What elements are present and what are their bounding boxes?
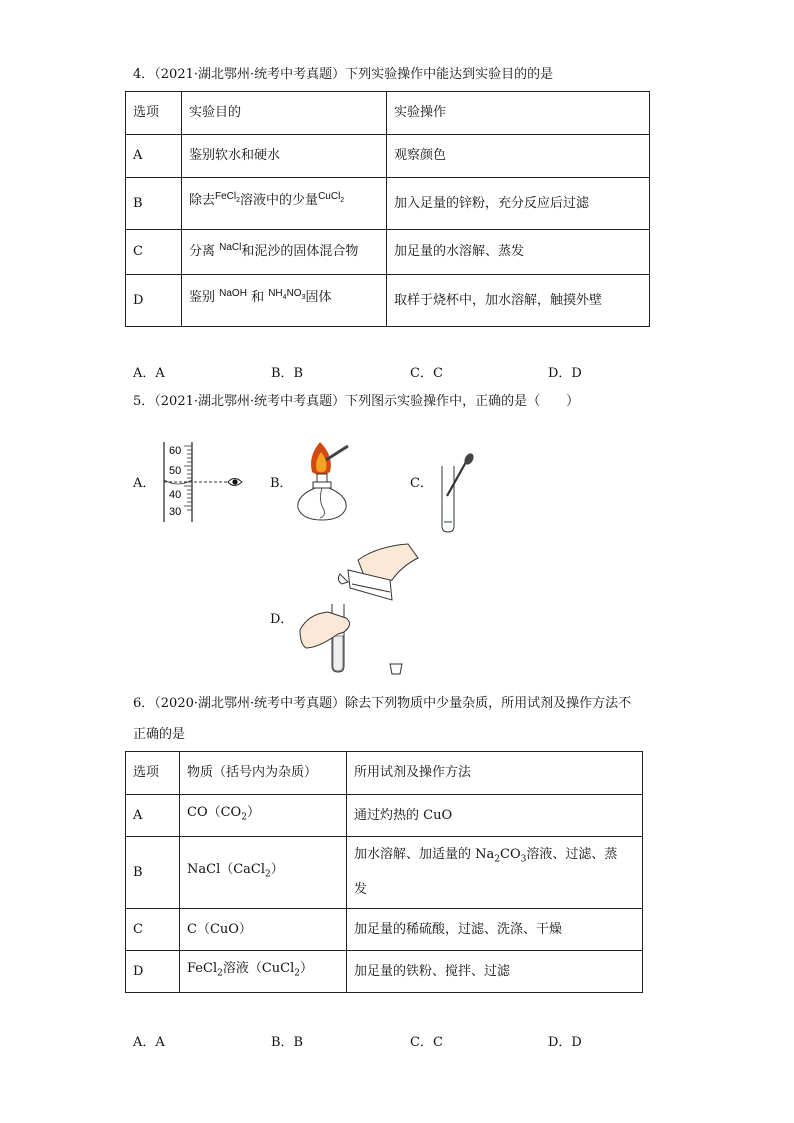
- option-a-label[interactable]: A．: [133, 476, 156, 491]
- header-option: 选项: [126, 752, 180, 795]
- option-b-label[interactable]: B．: [270, 476, 293, 491]
- cylinder-mark: 40: [169, 489, 182, 501]
- dropper-test-tube-figure: [432, 456, 477, 536]
- row-option: A: [126, 135, 182, 178]
- table-row: [126, 909, 643, 951]
- q6-stem-line2: 正确的是: [133, 727, 186, 742]
- material-text: ）: [270, 862, 284, 878]
- answer-option-a[interactable]: A．A: [133, 366, 165, 381]
- formula-text: NO: [286, 288, 302, 299]
- formula-subscript: 2: [241, 812, 247, 823]
- cylinder-mark: 30: [169, 506, 182, 518]
- formula-text: NH: [268, 288, 283, 299]
- row-goal: [182, 275, 387, 327]
- formula-text: CuCl: [318, 191, 341, 202]
- row-goal: [182, 230, 387, 275]
- table-row: [126, 135, 650, 178]
- formula-subscript: 4: [282, 294, 287, 301]
- table-row: [126, 230, 650, 275]
- q5-stem: 5．（2021·湖北鄂州·统考中考真题）下列图示实验操作中，正确的是（ ）: [133, 394, 580, 409]
- formula-subscript: 3: [301, 294, 306, 301]
- goal-text: 固体: [305, 290, 332, 305]
- material-text: 溶液（CuCl: [222, 961, 295, 977]
- material-text: FeCl: [187, 961, 218, 977]
- material-text: NaCl（CaCl: [187, 862, 266, 878]
- method-text: CO: [500, 847, 521, 863]
- eye-icon: [228, 479, 242, 486]
- row-goal: [182, 178, 387, 230]
- answer-option-b[interactable]: B．B: [271, 1035, 304, 1050]
- answer-option-c[interactable]: C．C: [410, 1035, 443, 1050]
- formula-subscript: 3: [520, 854, 527, 865]
- row-material: [180, 795, 347, 837]
- table-header-row: [126, 752, 643, 795]
- pouring-liquid-figure: [298, 540, 428, 680]
- table-row: [126, 795, 643, 837]
- formula-text: FeCl: [215, 191, 237, 202]
- goal-text: 溶液中的少量: [240, 193, 319, 208]
- q6-table: [125, 751, 643, 993]
- option-c-label[interactable]: C．: [410, 476, 433, 491]
- formula: NaOH: [219, 288, 247, 299]
- formula-subscript: 2: [217, 968, 223, 979]
- alcohol-lamp-figure: [290, 438, 360, 528]
- method-text: 溶液、过滤、蒸: [526, 847, 618, 863]
- goal-text: 和: [246, 290, 269, 305]
- formula: [318, 191, 344, 202]
- header-method: 所用试剂及操作方法: [347, 752, 643, 795]
- cylinder-mark: 50: [169, 465, 182, 477]
- answer-option-a[interactable]: A．A: [133, 1035, 165, 1050]
- goal-text: 除去: [189, 193, 216, 208]
- row-method: 加足量的铁粉、搅拌、过滤: [347, 951, 643, 993]
- cylinder-mark: 60: [169, 445, 182, 457]
- formula-subscript: 2: [294, 968, 301, 979]
- row-method: 加足量的稀硫酸，过滤、洗涤、干燥: [347, 909, 643, 951]
- goal-text: 分离: [189, 243, 220, 259]
- table-header-row: [126, 92, 650, 135]
- answer-option-b[interactable]: B．B: [271, 366, 304, 381]
- row-operation: 加入足量的锌粉，充分反应后过滤: [387, 178, 650, 230]
- material-text: CO（CO: [187, 805, 242, 821]
- row-option: A: [126, 795, 180, 837]
- row-option: B: [126, 178, 182, 230]
- formula-subscript: 2: [340, 197, 345, 204]
- goal-text: 和泥沙的固体混合物: [241, 243, 359, 259]
- table-row: [126, 951, 643, 993]
- q4-table: [125, 91, 650, 327]
- material-text: ）: [300, 961, 314, 977]
- row-method: 通过灼热的 CuO: [347, 795, 643, 837]
- method-text: 加水溶解、加适量的 Na: [354, 847, 495, 863]
- row-option: C: [126, 230, 182, 275]
- formula: [268, 288, 305, 299]
- table-row: [126, 178, 650, 230]
- material-text: ）: [246, 805, 260, 821]
- table-row: [126, 275, 650, 327]
- formula: NaCl: [219, 241, 242, 253]
- q6-stem-line1: 6．（2020·湖北鄂州·统考中考真题）除去下列物质中少量杂质，所用试剂及操作方法不: [133, 696, 632, 711]
- graduated-cylinder-figure: [160, 438, 250, 523]
- formula-subscript: 2: [236, 197, 241, 204]
- row-option: D: [126, 951, 180, 993]
- header-option: 选项: [126, 92, 182, 135]
- row-operation: 加足量的水溶解、蒸发: [387, 230, 650, 275]
- row-material: [180, 951, 347, 993]
- goal-text: 鉴别: [189, 290, 220, 305]
- formula-subscript: 2: [265, 869, 271, 880]
- q4-stem: 4．（2021·湖北鄂州·统考中考真题）下列实验操作中能达到实验目的的是: [133, 67, 554, 82]
- row-method: [347, 837, 643, 909]
- answer-option-d[interactable]: D．D: [548, 1035, 582, 1050]
- row-material: [180, 837, 347, 909]
- formula: [215, 191, 240, 202]
- header-operation: 实验操作: [387, 92, 650, 135]
- method-text: 发: [354, 881, 368, 897]
- answer-option-c[interactable]: C．C: [410, 366, 443, 381]
- row-operation: 观察颜色: [387, 135, 650, 178]
- row-option: C: [126, 909, 180, 951]
- row-option: D: [126, 275, 182, 327]
- table-row: [126, 837, 643, 909]
- header-goal: 实验目的: [182, 92, 387, 135]
- row-operation: 取样于烧杯中，加水溶解，触摸外壁: [387, 275, 650, 327]
- row-goal: 鉴别软水和硬水: [182, 135, 387, 178]
- formula-subscript: 2: [494, 854, 500, 865]
- row-option: B: [126, 837, 180, 909]
- row-material: C（CuO）: [180, 909, 347, 951]
- answer-option-d[interactable]: D．D: [548, 366, 582, 381]
- option-d-label[interactable]: D．: [270, 612, 294, 627]
- header-material: 物质（括号内为杂质）: [180, 752, 347, 795]
